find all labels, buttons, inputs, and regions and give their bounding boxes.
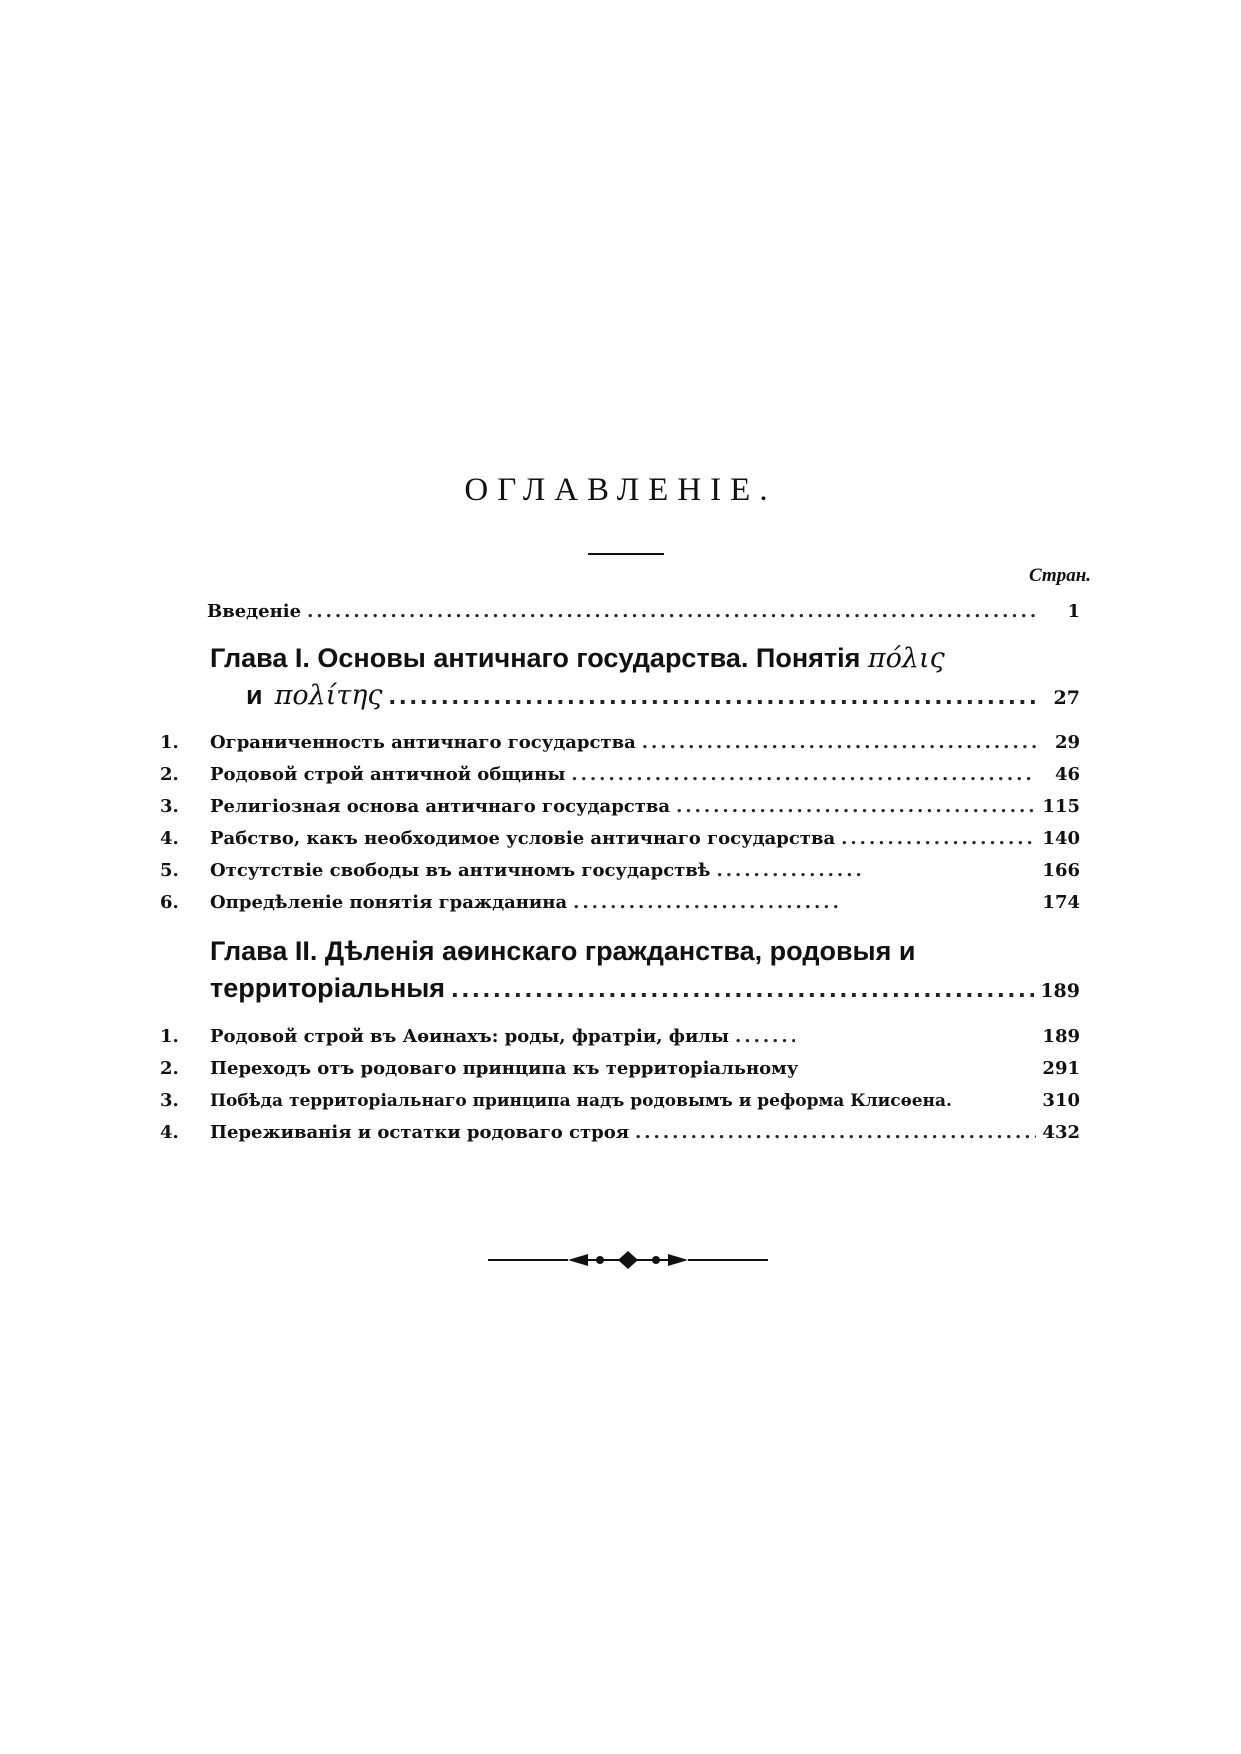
dot-leader <box>451 973 1034 1004</box>
greek-term-polis: πόλις <box>867 643 945 674</box>
toc-entry[interactable] <box>160 1026 1080 1047</box>
dot-leader <box>735 1026 795 1047</box>
toc-title: ОГЛАВЛЕНІЕ. <box>464 472 777 508</box>
entry-page: 291 <box>1042 1058 1080 1079</box>
entry-label: Переходъ отъ родоваго принципа къ территоріальному <box>210 1058 799 1079</box>
page-column-header: Стран. <box>1028 565 1091 586</box>
toc-entry[interactable] <box>160 1090 1080 1111</box>
chapter-page: 27 <box>1053 687 1080 709</box>
entry-number: 4. <box>160 1122 179 1143</box>
chapter-title: Глава II. Дѣленія аѳинскаго гражданства, родовыя и <box>210 936 916 966</box>
chapter-heading-continuation <box>210 973 1080 1004</box>
dot-leader <box>307 601 1036 622</box>
toc-entry[interactable] <box>160 732 1080 753</box>
toc-entry[interactable] <box>160 828 1080 849</box>
entry-number: 3. <box>160 1090 179 1111</box>
dot-leader <box>676 796 1036 817</box>
dot-leader <box>841 828 1036 849</box>
toc-entry[interactable] <box>160 764 1080 785</box>
entry-label: Введеніе <box>207 601 302 622</box>
entry-label: Отсутствіе свободы въ античномъ государствѣ <box>210 860 711 881</box>
entry-number: 3. <box>160 796 179 817</box>
entry-label: Переживанія и остатки родоваго строя <box>210 1122 630 1143</box>
entry-number: 1. <box>160 1026 179 1047</box>
toc-chapter-2[interactable] <box>210 936 1080 1004</box>
toc-entry[interactable] <box>160 1058 1080 1079</box>
entry-page: 189 <box>1042 1026 1080 1047</box>
dot-leader <box>389 680 1036 711</box>
entry-page: 166 <box>1042 860 1080 881</box>
entry-page: 310 <box>1042 1090 1080 1111</box>
toc-entry[interactable] <box>160 860 1080 881</box>
dot-leader <box>571 764 1036 785</box>
dot-leader <box>642 732 1036 753</box>
dot-leader <box>635 1122 1036 1143</box>
entry-page: 115 <box>1042 796 1080 817</box>
entry-label: Ограниченность античнаго государства <box>210 732 636 753</box>
toc-entry[interactable] <box>160 796 1080 817</box>
chapter-title-prefix: и <box>246 680 263 710</box>
entry-page: 432 <box>1042 1122 1080 1143</box>
entry-number: 1. <box>160 732 179 753</box>
toc-chapter-1[interactable] <box>210 643 1080 711</box>
entry-page: 29 <box>1054 732 1080 753</box>
entry-page: 174 <box>1042 892 1080 913</box>
chapter-heading <box>210 936 1080 967</box>
entry-number: 2. <box>160 1058 179 1079</box>
chapter-page: 189 <box>1040 980 1080 1002</box>
entry-page: 1 <box>1067 601 1080 622</box>
toc-entry[interactable] <box>160 892 1080 913</box>
entry-page: 46 <box>1054 764 1080 785</box>
entry-number: 4. <box>160 828 179 849</box>
ornament-divider-icon <box>488 1248 768 1272</box>
entry-label: Родовой строй античной общины <box>210 764 566 785</box>
toc-entry-introduction[interactable] <box>207 601 1080 622</box>
entry-label: Родовой строй въ Аѳинахъ: роды, фратріи, филы <box>210 1026 730 1047</box>
entry-label: Рабство, какъ необходимое условіе античнаго государства <box>210 828 836 849</box>
entry-page: 140 <box>1042 828 1080 849</box>
chapter-heading-continuation <box>210 680 1080 711</box>
chapter-title: Глава I. Основы античнаго государства. Понятія <box>210 643 861 673</box>
entry-label: Опредѣленіе понятія гражданина <box>210 892 568 913</box>
entry-number: 6. <box>160 892 179 913</box>
chapter-title-continuation: территоріальныя <box>210 973 446 1003</box>
entry-label: Религіозная основа античнаго государства <box>210 796 671 817</box>
greek-term-polites: πολίτης <box>274 680 383 711</box>
chapter-heading <box>210 643 1080 674</box>
entry-label: Побѣда территоріальнаго принципа надъ родовымъ и реформа Клисѳена. <box>210 1091 952 1111</box>
dot-leader <box>716 860 866 881</box>
dot-leader <box>573 892 843 913</box>
entry-number: 5. <box>160 860 179 881</box>
entry-number: 2. <box>160 764 179 785</box>
title-divider <box>588 553 664 555</box>
toc-entry[interactable] <box>160 1122 1080 1143</box>
